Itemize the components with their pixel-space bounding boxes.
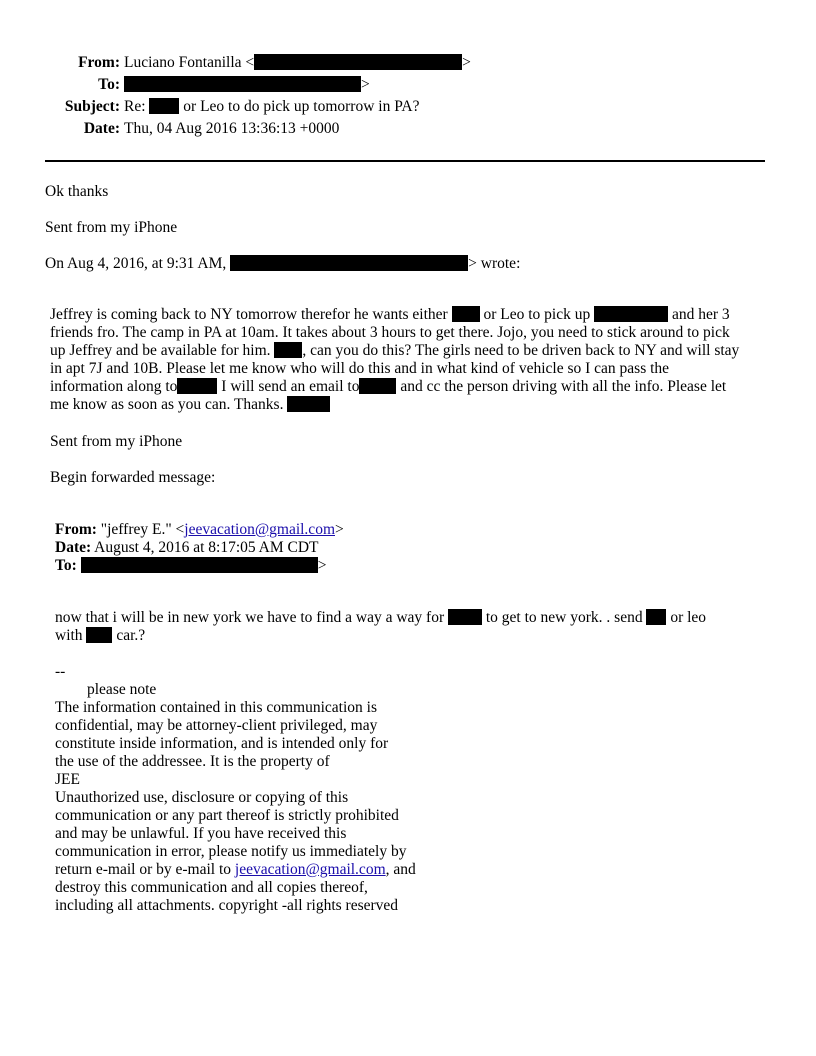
subject-value: Re: or Leo to do pick up tomorrow in PA? <box>124 98 420 115</box>
forward-to: To: > <box>55 557 327 574</box>
notice-line: and may be unlawful. If you have received this <box>55 825 347 842</box>
notice-line: the use of the addressee. It is the property of <box>55 753 330 770</box>
forward-from-email-link[interactable]: jeevacation@gmail.com <box>184 521 335 538</box>
date-label: Date: <box>83 120 120 137</box>
notice-line: JEE <box>55 771 80 788</box>
from-name: Luciano Fontanilla < <box>124 54 255 71</box>
quoted-line-4: in apt 7J and 10B. Please let me know who will do this and in what kind of vehicle so I can pass the <box>50 360 670 377</box>
date-value: Thu, 04 Aug 2016 13:36:13 +0000 <box>124 120 340 137</box>
redacted-block <box>124 76 361 92</box>
notice-line: destroy this communication and all copies thereof, <box>55 879 368 896</box>
to-value: > <box>124 76 370 94</box>
quoted-line-2: friends fro. The camp in PA at 10am. It takes about 3 hours to get there. Jojo, you need to stick around to pick <box>50 324 730 341</box>
subject-label: Subject: <box>64 98 120 115</box>
quoted-sent-from: Sent from my iPhone <box>50 433 183 450</box>
redacted-block <box>448 609 482 625</box>
quoted-line-6: me know as soon as you can. Thanks. <box>50 396 330 414</box>
redacted-block <box>452 306 480 322</box>
notice-line: communication or any part thereof is strictly prohibited <box>55 807 399 824</box>
notice-line: constitute inside information, and is intended only for <box>55 735 389 752</box>
redacted-block <box>86 627 112 643</box>
reply-sent-from: Sent from my iPhone <box>45 219 178 236</box>
notice-line: including all attachments. copyright -all rights reserved <box>55 897 399 914</box>
quoted-line-3: up Jeffrey and be available for him. , can you do this? The girls need to be driven back to NY and will stay <box>50 342 740 359</box>
redacted-block <box>359 378 396 394</box>
redacted-block <box>287 396 330 412</box>
please-note: please note <box>87 681 157 698</box>
reply-line-1: Ok thanks <box>45 183 109 200</box>
signature-dashes: -- <box>55 663 66 680</box>
to-label: To: <box>98 76 120 93</box>
notice-line: communication in error, please notify us immediately by <box>55 843 407 860</box>
redacted-block <box>149 98 179 114</box>
redacted-block <box>274 342 302 358</box>
quoted-line-5: information along to I will send an email to and cc the person driving with all the info. Please let <box>50 378 727 395</box>
redacted-block <box>646 609 666 625</box>
header-divider <box>45 160 765 162</box>
forward-body-line-1: now that i will be in new york we have to find a way a way for to get to new york. . send or leo <box>55 609 707 626</box>
quoted-line-1: Jeffrey is coming back to NY tomorrow therefor he wants either or Leo to pick up and her 3 <box>50 306 730 323</box>
redacted-block <box>594 306 668 322</box>
forward-date: Date: August 4, 2016 at 8:17:05 AM CDT <box>55 539 319 556</box>
notice-line: The information contained in this communication is <box>55 699 377 716</box>
forward-body-line-2: with car.? <box>55 627 146 644</box>
notice-line: Unauthorized use, disclosure or copying of this <box>55 789 349 806</box>
notice-return-line: return e-mail or by e-mail to jeevacation@gmail.com, and <box>55 861 416 878</box>
notice-email-link[interactable]: jeevacation@gmail.com <box>234 861 386 878</box>
redacted-block <box>230 255 468 271</box>
forwarded-label: Begin forwarded message: <box>50 469 216 486</box>
wrote-line: On Aug 4, 2016, at 9:31 AM, > wrote: <box>45 255 521 272</box>
redacted-block <box>254 54 462 70</box>
redacted-block <box>81 557 318 573</box>
from-value: Luciano Fontanilla < > <box>124 54 471 71</box>
confidentiality-notice <box>55 699 475 915</box>
from-label: From: <box>78 54 120 71</box>
notice-line: confidential, may be attorney-client privileged, may <box>55 717 378 734</box>
forward-from: From: "jeffrey E." <jeevacation@gmail.com> <box>55 521 344 538</box>
redacted-block <box>177 378 217 394</box>
